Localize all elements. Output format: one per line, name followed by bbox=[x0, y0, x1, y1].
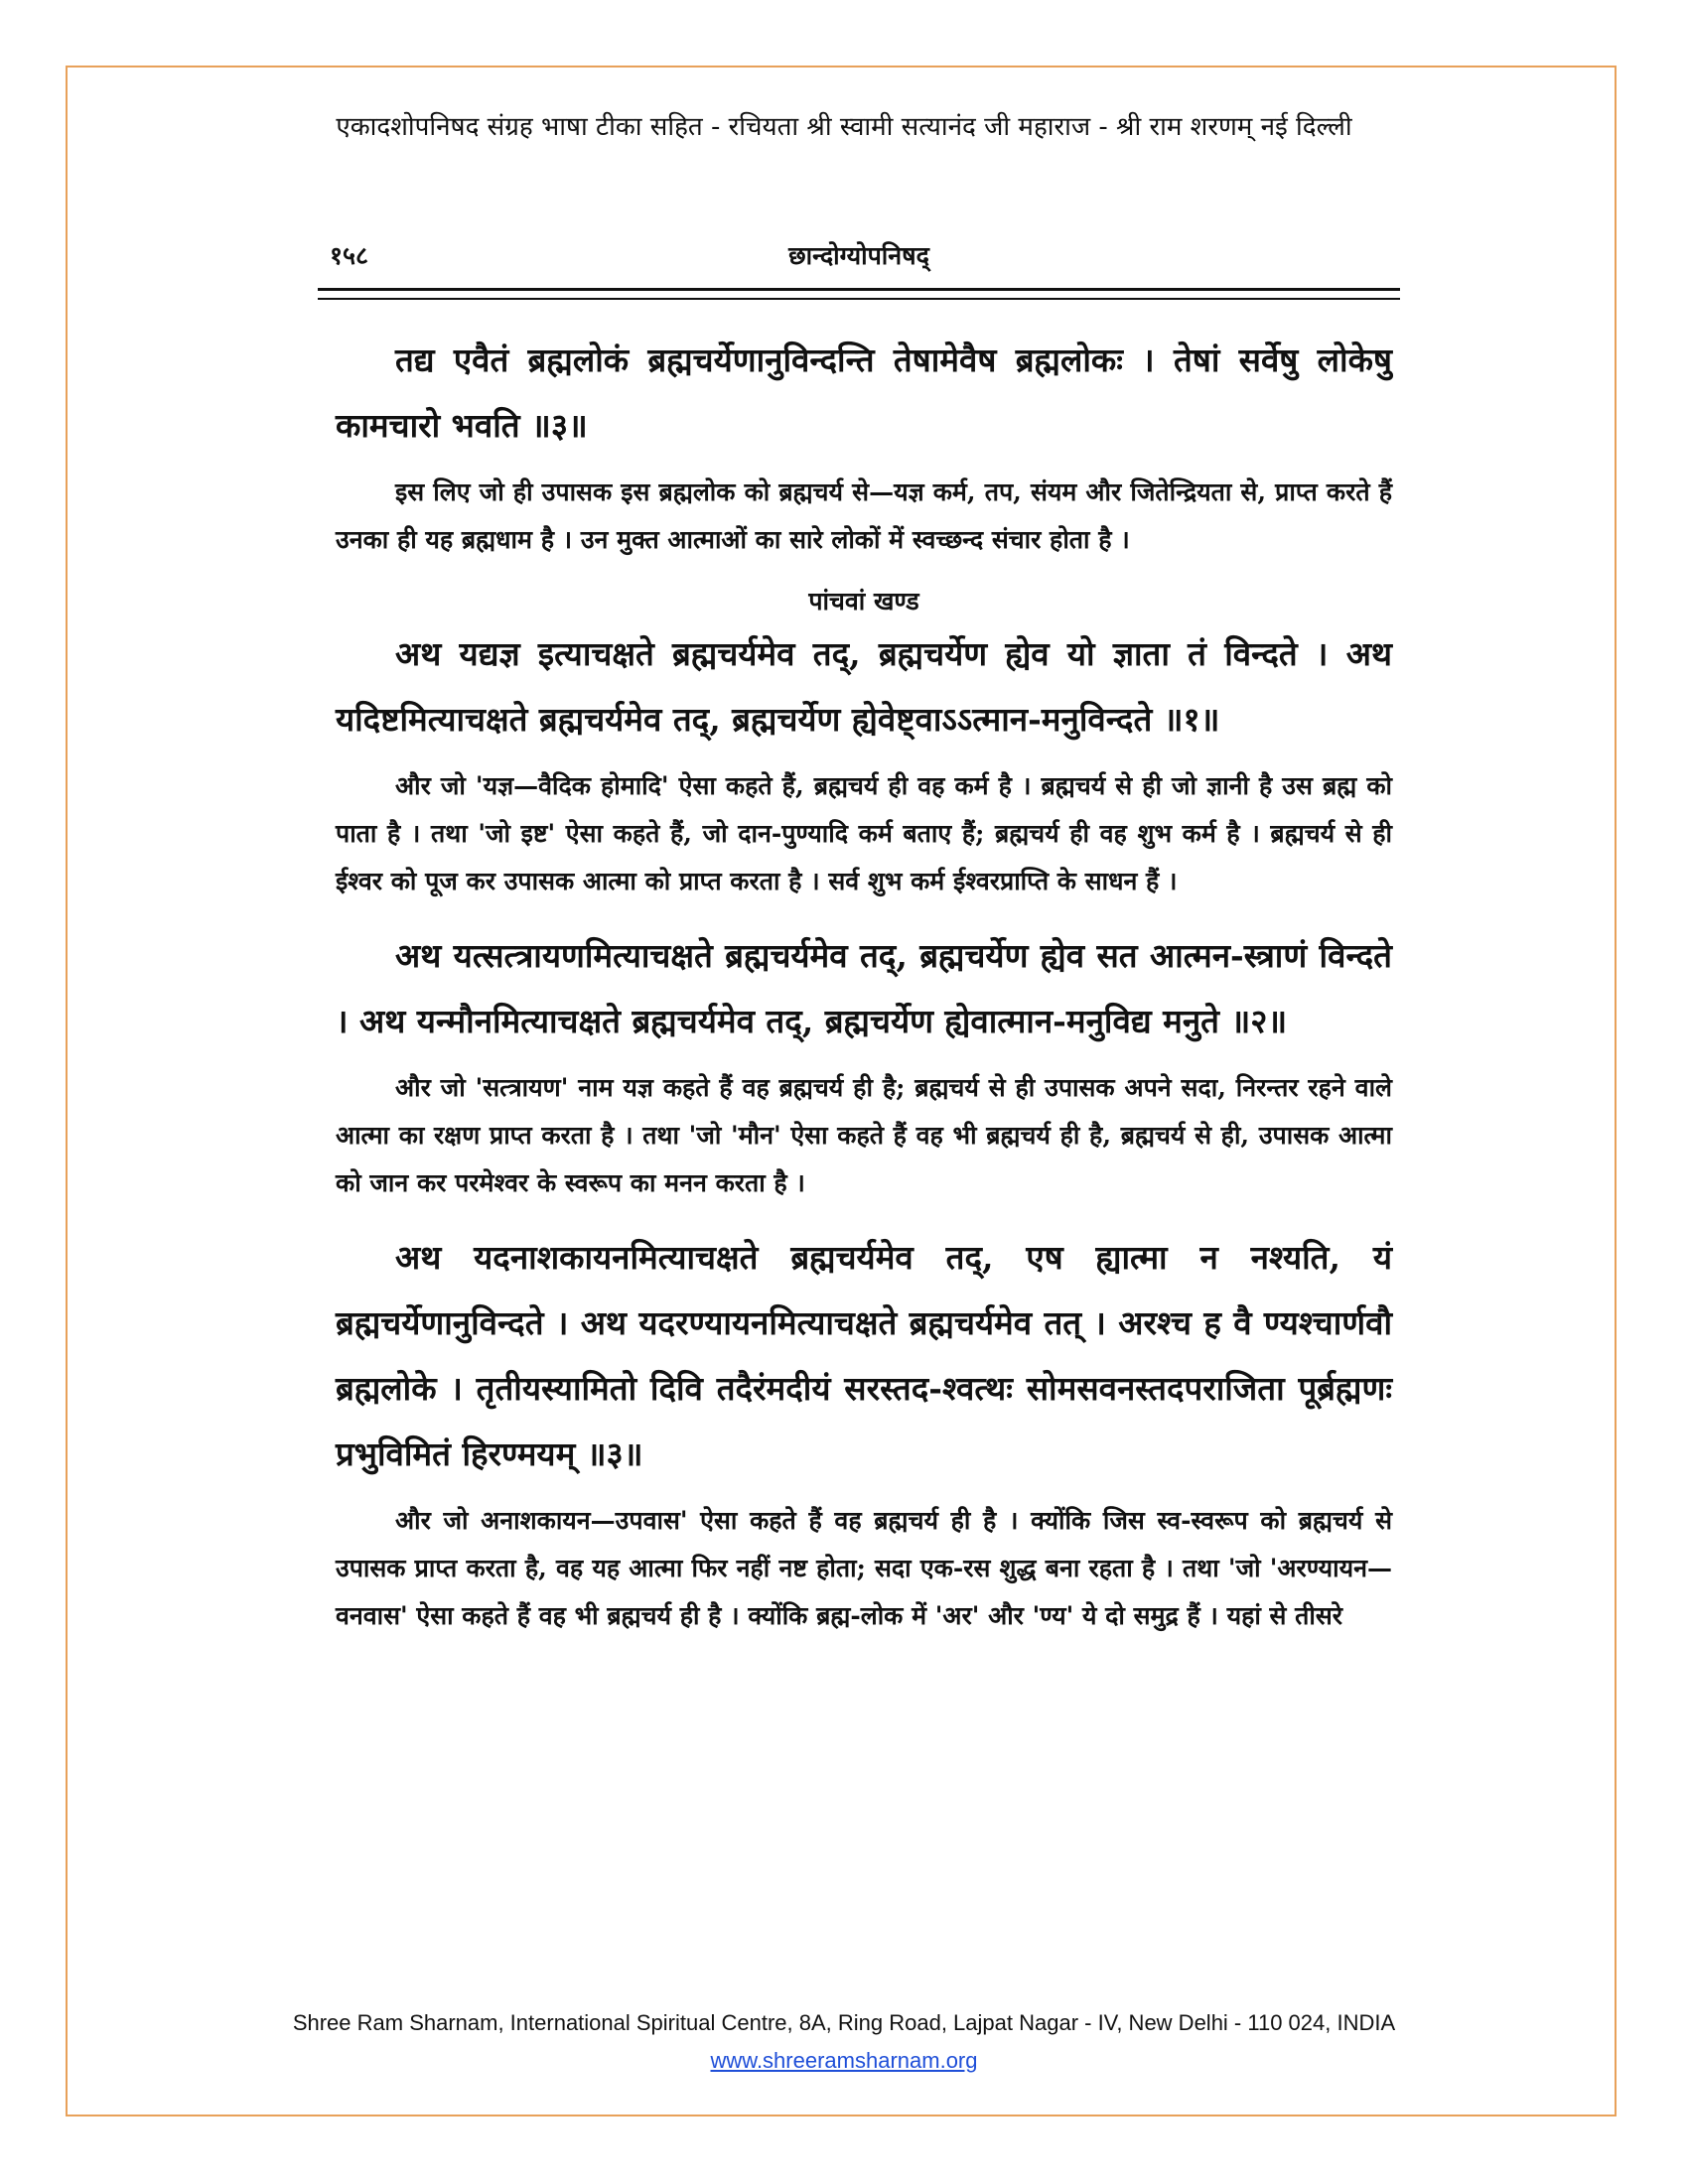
header-rule-thick bbox=[318, 288, 1400, 291]
page-body bbox=[336, 328, 1392, 1658]
scanned-page bbox=[318, 220, 1400, 1948]
section-title: पांचवां खण्ड bbox=[808, 587, 919, 615]
scan-page-header bbox=[318, 238, 1400, 278]
running-title: छान्दोग्योपनिषद् bbox=[788, 241, 929, 270]
footer-website bbox=[99, 2048, 1589, 2074]
header-rule-thin bbox=[318, 298, 1400, 300]
sanskrit-verse: अथ यद्यज्ञ इत्याचक्षते ब्रह्मचर्यमेव तद्, ब्रह्मचर्येण ह्येव यो ज्ञाता तं विन्दते । अथ यदिष्टमित्याचक्षते ब्रह्मचर्यमेव तद्, ब्रह्मचर्येण ह्येवेष्ट्वाऽऽत्मान-मनुविन्दते ॥१॥ bbox=[336, 634, 1392, 739]
sanskrit-verse: अथ यदनाशकायनमित्याचक्षते ब्रह्मचर्यमेव तद्, एष ह्यात्मा न नश्यति, यं ब्रह्मचर्येणानुविन्दते । अथ यदरण्यायनमित्याचक्षते ब्रह्मचर्यमेव तत् । अरश्च ह वै ण्यश्चार्णवौ ब्रह्मलोके । तृतीयस्यामितो दिवि तदैरंमदीयं सरस्तद-श्वत्थः सोमसवनस्तदपराजिता पूर्ब्रह्मणः प्रभुविमितं हिरण्मयम् ॥३॥ bbox=[336, 1238, 1392, 1473]
hindi-translation: और जो 'सत्त्रायण' नाम यज्ञ कहते हैं वह ब्रह्मचर्य ही है; ब्रह्मचर्य से ही उपासक अपने सदा, निरन्तर रहने वाले आत्मा का रक्षण प्राप्त करता है । तथा 'जो 'मौन' ऐसा कहते हैं वह भी ब्रह्मचर्य ही है, ब्रह्मचर्य से ही, उपासक आत्मा को जान कर परमेश्वर के स्वरूप का मनन करता है । bbox=[336, 1073, 1392, 1197]
sanskrit-verse: तद्य एवैतं ब्रह्मलोकं ब्रह्मचर्येणानुविन्दन्ति तेषामेवैष ब्रह्मलोकः । तेषां सर्वेषु लोकेषु कामचारो भवति ॥३॥ bbox=[336, 341, 1392, 445]
page-number: १५८ bbox=[330, 241, 369, 270]
hindi-translation: और जो 'यज्ञ—वैदिक होमादि' ऐसा कहते हैं, ब्रह्मचर्य ही वह कर्म है । ब्रह्मचर्य से ही जो ज्ञानी है उस ब्रह्म को पाता है । तथा 'जो इष्ट' ऐसा कहते हैं, जो दान-पुण्यादि कर्म बताए हैं; ब्रह्मचर्य ही वह शुभ कर्म है । ब्रह्मचर्य से ही ईश्वर को पूज कर उपासक आत्मा को प्राप्त करता है । सर्व शुभ कर्म ईश्वरप्राप्ति के साधन हैं । bbox=[336, 771, 1392, 895]
footer-address: Shree Ram Sharnam, International Spiritual Centre, 8A, Ring Road, Lajpat Nagar - IV, New Delhi - 110 024, INDIA bbox=[292, 2010, 1396, 2035]
hindi-translation: इस लिए जो ही उपासक इस ब्रह्मलोक को ब्रह्मचर्य से—यज्ञ कर्म, तप, संयम और जितेन्द्रियता से, प्राप्त करते हैं उनका ही यह ब्रह्मधाम है । उन मुक्त आत्माओं का सारे लोकों में स्वच्छन्द संचार होता है । bbox=[336, 478, 1392, 554]
hindi-translation: और जो अनाशकायन—उपवास' ऐसा कहते हैं वह ब्रह्मचर्य ही है । क्योंकि जिस स्व-स्वरूप को ब्रह्मचर्य से उपासक प्राप्त करता है, वह यह आत्मा फिर नहीं नष्ट होता; सदा एक-रस शुद्ध बना रहता है । तथा 'जो 'अरण्यायन—वनवास' ऐसा कहते हैं वह भी ब्रह्मचर्य ही है । क्योंकि ब्रह्म-लोक में 'अर' और 'ण्य' ये दो समुद्र हैं । यहां से तीसरे bbox=[336, 1506, 1392, 1630]
website-link[interactable]: www.shreeramsharnam.org bbox=[710, 2048, 978, 2073]
document-header: एकादशोपनिषद संग्रह भाषा टीका सहित - रचियता श्री स्वामी सत्यानंद जी महाराज - श्री राम शरणम् नई दिल्ली bbox=[336, 112, 1352, 142]
sanskrit-verse: अथ यत्सत्त्रायणमित्याचक्षते ब्रह्मचर्यमेव तद्, ब्रह्मचर्येण ह्येव सत आत्मन-स्त्राणं विन्दते । अथ यन्मौनमित्याचक्षते ब्रह्मचर्यमेव तद्, ब्रह्मचर्येण ह्येवात्मान-मनुविद्य मनुते ॥२॥ bbox=[336, 936, 1392, 1040]
